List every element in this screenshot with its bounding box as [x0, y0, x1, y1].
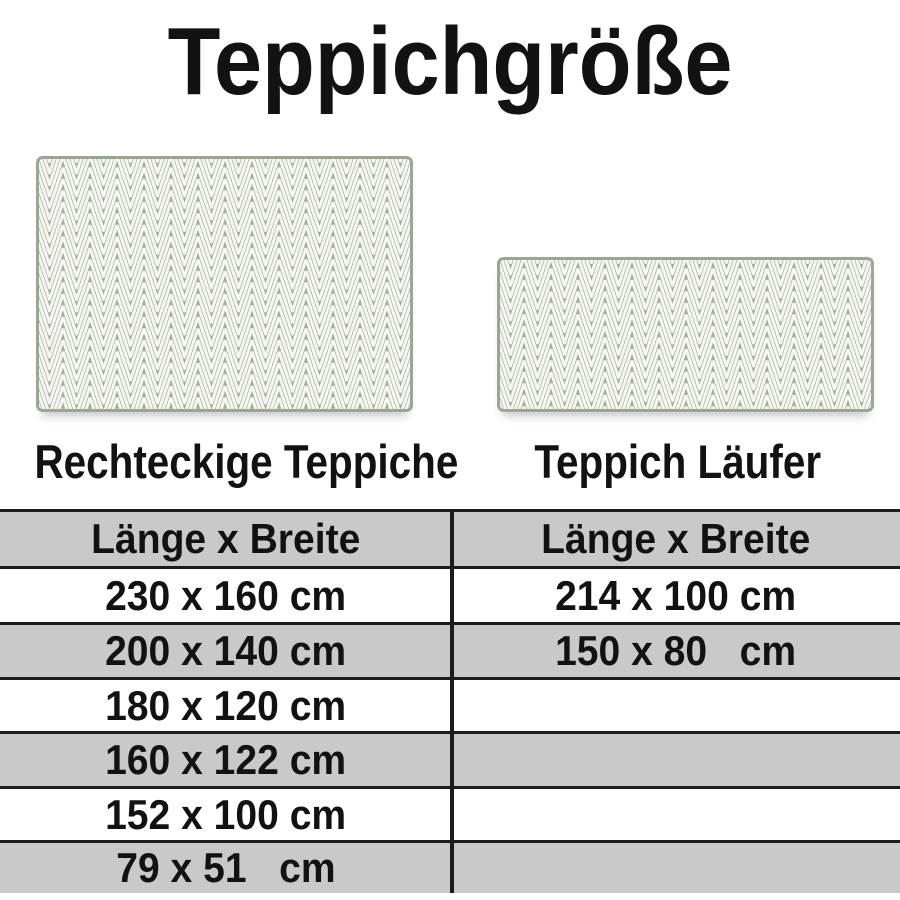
rectangular-rug-border — [38, 158, 412, 411]
runner-rug-image — [497, 257, 874, 412]
size-cell — [0, 843, 452, 893]
rectangular-rugs-label — [0, 435, 459, 488]
size-cell — [452, 625, 900, 677]
size-text: 180 x 120 cm — [105, 681, 347, 729]
header-text: Länge x Breite — [91, 515, 361, 562]
size-cell — [452, 734, 900, 786]
size-text: 200 x 140 cm — [105, 627, 347, 674]
size-cell — [452, 569, 900, 622]
size-cell — [0, 625, 452, 677]
size-text: 160 x 122 cm — [105, 736, 347, 783]
rectangular-rug-image — [36, 156, 413, 412]
size-cell — [452, 843, 900, 893]
size-table — [0, 509, 900, 893]
runner-rug-border — [499, 259, 873, 411]
size-cell — [0, 734, 452, 786]
size-text: 79 x 51 cm — [116, 844, 336, 891]
size-text: 150 x 80 cm — [555, 627, 797, 674]
table-column-divider — [450, 509, 454, 893]
header-cell-rectangular — [0, 512, 452, 566]
size-text: 214 x 100 cm — [555, 571, 797, 619]
header-text: Länge x Breite — [541, 515, 811, 562]
size-text: 230 x 160 cm — [105, 571, 347, 619]
size-text: 152 x 100 cm — [105, 790, 347, 838]
rectangular-rugs-label-text: Rechteckige Teppiche — [34, 435, 459, 488]
runner-rugs-label-text: Teppich Läufer — [534, 435, 821, 488]
runner-rugs-label — [455, 436, 900, 488]
size-cell — [452, 789, 900, 840]
size-cell — [0, 789, 452, 840]
size-cell — [452, 680, 900, 731]
size-cell — [0, 680, 452, 731]
header-cell-runner — [452, 512, 900, 566]
page-title: Teppichgröße — [167, 8, 733, 115]
size-cell — [0, 569, 452, 622]
